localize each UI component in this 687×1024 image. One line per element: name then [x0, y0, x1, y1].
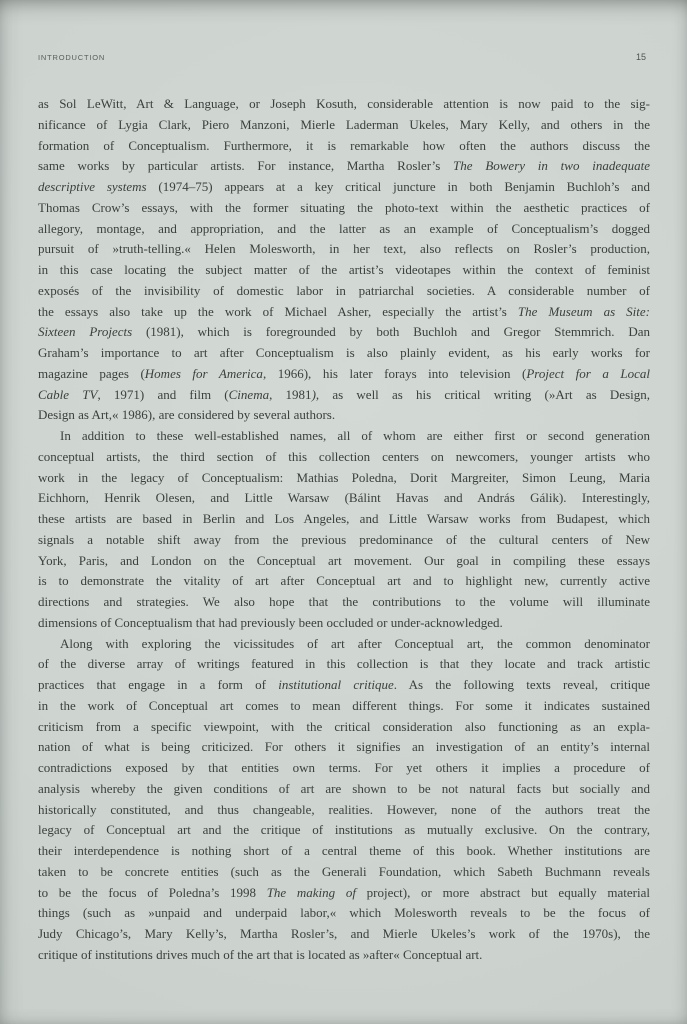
text-line: Sixteen Projects (1981), which is foregrounded by both Buchloh and Gregor Stemmrich. Dan: [38, 324, 650, 340]
text-line: as Sol LeWitt, Art & Language, or Joseph Kosuth, considerable attention is now paid to the sig-: [38, 96, 650, 111]
running-head: INTRODUCTION: [38, 53, 106, 62]
text-line: nificance of Lygia Clark, Piero Manzoni, Mierle Laderman Ukeles, Mary Kelly, and others in the: [38, 116, 650, 132]
text-line: these artists are based in Berlin and Los Angeles, and Little Warsaw works from Budapest, which: [38, 511, 650, 526]
text-line: criticism from a specific viewpoint, with the critical consideration also functioning as an expla-: [38, 718, 650, 734]
text-line: historically constituted, and thus changeable, realities. However, none of the authors treat the: [38, 801, 650, 817]
text-line: signals a notable shift away from the previous predominance of the cultural centers of New: [38, 531, 650, 547]
text-line: to be the focus of Poledna’s 1998 The making of project), or more abstract but equally material: [38, 884, 650, 900]
text-line: allegory, montage, and appropriation, and the latter as an example of Conceptualism’s dogged: [38, 220, 650, 236]
text-line: conceptual artists, the third section of this collection centers on newcomers, younger artists who: [38, 448, 650, 464]
text-line: contradictions exposed by that entities own terms. For yet others it implies a procedure of: [38, 760, 650, 775]
text-line: descriptive systems (1974–75) appears at a key critical juncture in both Benjamin Buchloh’s and: [38, 179, 650, 194]
page-header: [38, 52, 650, 64]
text-line: Thomas Crow’s essays, with the former situating the photo-text within the aesthetic practices of: [38, 199, 650, 215]
text-line: in the work of Conceptual art comes to mean different things. For some it indicates sustained: [38, 697, 650, 713]
text-line: nation of what is being criticized. For others it signifies an investigation of an entity’s internal: [38, 739, 650, 755]
page-number: 15: [635, 52, 646, 62]
text-line: of the diverse array of writings featured in this collection is that they locate and track artistic: [38, 656, 650, 672]
text-line: work in the legacy of Conceptualism: Mathias Poledna, Dorit Margreiter, Simon Leung, Maria: [38, 469, 650, 485]
text-line: taken to be concrete entities (such as the Generali Foundation, which Sabeth Buchmann reveals: [38, 863, 650, 879]
text-line: Along with exploring the vicissitudes of art after Conceptual art, the common denominator: [60, 635, 650, 651]
text-line: directions and strategies. We also hope that the contributions to the volume will illuminate: [38, 594, 650, 609]
book-page: [38, 52, 650, 966]
text-line: their interdependence is nothing short of a central theme of this book. Whether institutions are: [38, 843, 650, 858]
text-line: Judy Chicago’s, Mary Kelly’s, Martha Rosler’s, and Mierle Ukeles’s work of the 1970s), the: [38, 926, 650, 941]
text-line: critique of institutions drives much of the art that is located as »after« Conceptual art.: [38, 946, 483, 962]
text-line: practices that engage in a form of institutional critique. As the following texts reveal, critique: [38, 677, 650, 692]
text-line: in this case locating the subject matter of the artist’s videotapes within the context of feminist: [38, 262, 650, 277]
text-line: same works by particular artists. For instance, Martha Rosler’s The Bowery in two inadequate: [38, 158, 650, 174]
text-line: things (such as »unpaid and underpaid labor,« which Molesworth reveals to be the focus of: [38, 905, 650, 921]
page-body: [38, 94, 650, 966]
text-line: dimensions of Conceptualism that had previously been occluded or under-acknowledged.: [38, 614, 503, 630]
text-line: Cable TV, 1971) and film (Cinema, 1981), as well as his critical writing (»Art as Design,: [38, 386, 650, 402]
text-line: legacy of Conceptual art and the critique of institutions as mutually exclusive. On the contrary,: [38, 822, 650, 838]
text-line: Graham’s importance to art after Conceptualism is also plainly evident, as his early works for: [38, 345, 650, 360]
text-line: magazine pages (Homes for America, 1966), his later forays into television (Project for a Local: [38, 365, 650, 381]
text-line: the essays also take up the work of Michael Asher, especially the artist’s The Museum as Site:: [38, 303, 650, 319]
text-line: formation of Conceptualism. Furthermore, it is remarkable how often the authors discuss the: [38, 137, 650, 153]
text-line: Eichhorn, Henrik Olesen, and Little Warsaw (Bálint Havas and András Gálik). Interestingly,: [38, 490, 650, 506]
text-line: is to demonstrate the vitality of art after Conceptual art and to highlight new, currently active: [38, 573, 650, 589]
paragraph: [38, 426, 650, 634]
paragraph: [38, 634, 650, 966]
text-line: pursuit of »truth-telling.« Helen Molesworth, in her text, also reflects on Rosler’s production,: [38, 241, 650, 257]
text-line: exposés of the invisibility of domestic labor in patriarchal societies. A considerable number of: [38, 282, 650, 298]
paragraph: [38, 94, 650, 426]
text-line: Design as Art,« 1986), are considered by several authors.: [38, 407, 336, 423]
text-line: In addition to these well-established names, all of whom are either first or second generation: [60, 428, 650, 443]
text-line: York, Paris, and London on the Conceptual art movement. Our goal in compiling these essays: [38, 552, 650, 568]
text-line: analysis whereby the given conditions of art are shown to be not natural facts but socially and: [38, 780, 650, 796]
